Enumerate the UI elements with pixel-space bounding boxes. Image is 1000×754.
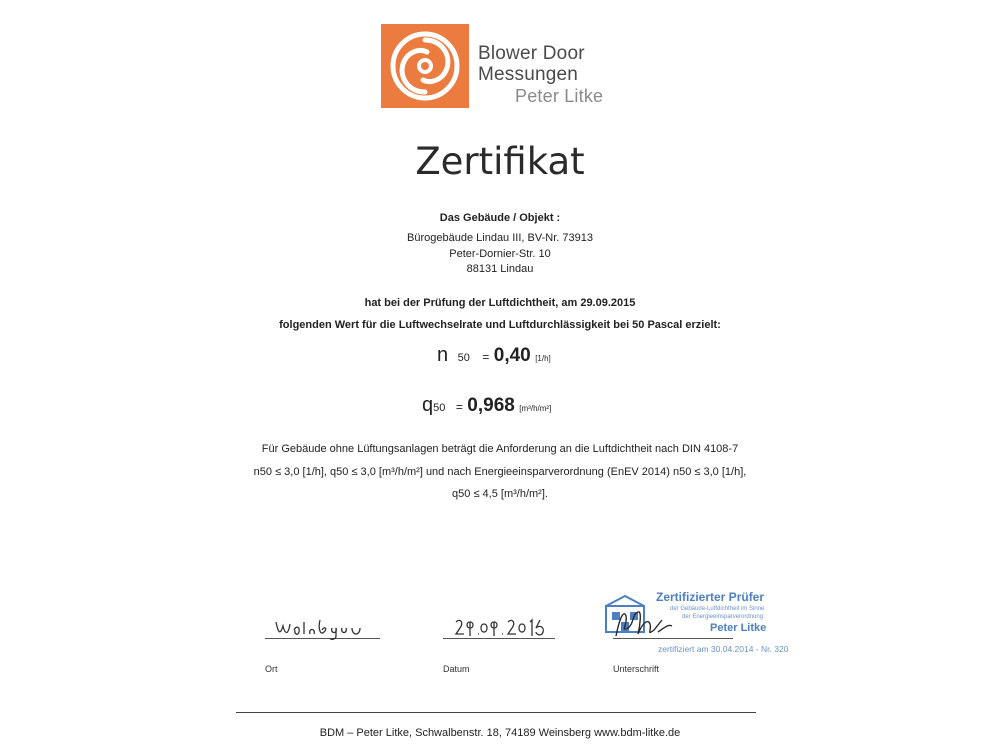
object-label: Das Gebäude / Objekt : — [439, 212, 561, 224]
object-name: Bürogebäude Lindau III, BV-Nr. 73913 — [407, 232, 593, 244]
requirement-line3: q50 ≤ 4,5 [m³/h/m²]. — [452, 488, 548, 500]
date-handwriting — [452, 614, 552, 645]
q50-equals: = — [455, 400, 463, 414]
logo-text-line1: Blower Door — [478, 43, 585, 64]
object-street: Peter-Dornier-Str. 10 — [449, 248, 551, 260]
n50-symbol: n — [437, 344, 449, 366]
q50-symbol: q — [422, 394, 434, 416]
q50-result — [422, 394, 551, 417]
n50-subscript: 50 — [457, 352, 470, 364]
stamp-title: Zertifizierter Prüfer — [656, 590, 765, 604]
stamp-cert-date: zertifiziert am 30.04.2014 - Nr. 320 — [658, 644, 789, 654]
n50-value: 0,40 — [493, 345, 531, 366]
test-date-text: hat bei der Prüfung der Luftdichtheit, am 29.09.2015 — [364, 297, 636, 309]
n50-equals: = — [482, 350, 490, 364]
footer-address: BDM – Peter Litke, Schwalbenstr. 18, 74189 Weinsberg www.bdm-litke.de — [319, 727, 681, 739]
logo-swirl-icon — [381, 24, 469, 108]
date-label: Datum — [443, 664, 470, 674]
test-description-text: folgenden Wert für die Luftwechselrate und Luftdurchlässigkeit bei 50 Pascal erzielt: — [279, 319, 721, 331]
stamp-subtitle1: der Gebäude-Luftdichtheit im Sinne — [670, 606, 765, 612]
q50-subscript: 50 — [433, 402, 446, 414]
n50-unit: [1/h] — [535, 354, 551, 363]
certificate-title: Zertifikat — [415, 140, 585, 183]
n50-result — [437, 344, 551, 367]
requirement-line1: Für Gebäude ohne Lüftungsanlagen beträgt die Anforderung an die Luftdichtheit nach DIN 4108-7 — [261, 443, 739, 455]
q50-value: 0,968 — [467, 395, 515, 416]
requirement-line2: n50 ≤ 3,0 [1/h], q50 ≤ 3,0 [m³/h/m²] und nach Energieeinsparverordnung (EnEV 2014) n50 ≤ 3,0 [1/h], — [253, 466, 747, 478]
logo-text-line2: Messungen — [478, 64, 579, 85]
logo-text-line3: Peter Litke — [515, 86, 604, 106]
place-label: Ort — [265, 664, 278, 674]
place-handwriting — [274, 614, 364, 645]
footer-divider — [236, 712, 756, 713]
q50-unit: [m³/h/m²] — [519, 404, 552, 413]
object-city: 88131 Lindau — [466, 263, 534, 275]
stamp-subtitle2: der Energieeinsparverordnung — [682, 614, 764, 620]
signature-label: Unterschrift — [613, 664, 660, 674]
stamp-name: Peter Litke — [710, 622, 767, 634]
handwritten-signature — [612, 606, 682, 647]
